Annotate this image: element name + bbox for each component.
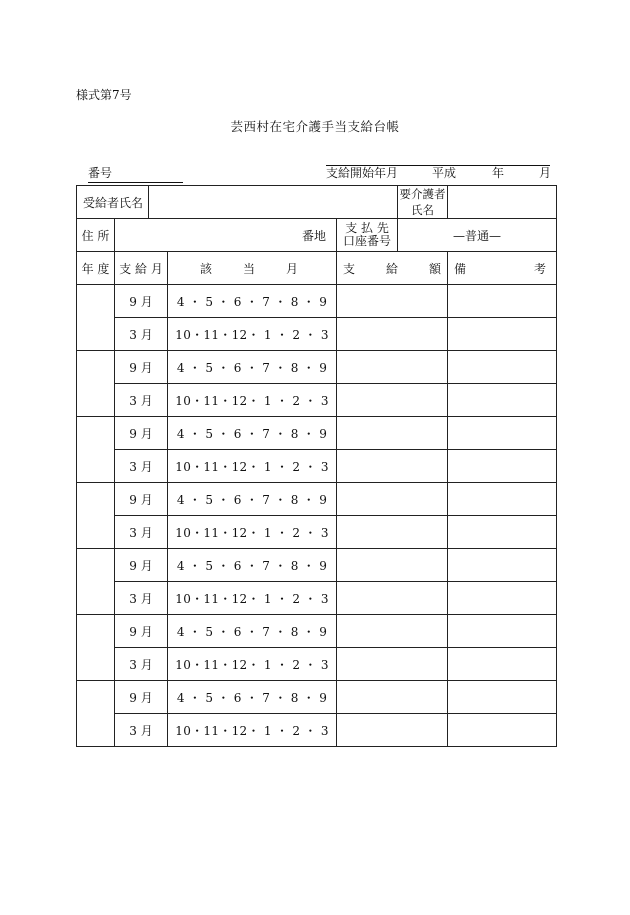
amount-cell[interactable] [337,417,448,450]
remarks-cell[interactable] [448,285,557,318]
address-input[interactable] [115,219,337,252]
table-row [77,615,557,648]
table-row [77,351,557,384]
number-label: 番号 [88,166,113,180]
amount-cell[interactable] [337,681,448,714]
payment-month-cell: 3 月 [115,714,168,747]
target-months-cell: 4 ・ 5 ・ 6 ・ 7 ・ 8 ・ 9 [168,615,337,648]
amount-cell[interactable] [337,318,448,351]
form-number: 様式第7号 [76,88,132,102]
table-row [77,450,557,483]
amount-cell[interactable] [337,648,448,681]
col-payment-month: 支 給 月 [115,252,168,285]
amount-cell[interactable] [337,714,448,747]
target-months-cell: 10・11・12・ 1 ・ 2 ・ 3 [168,450,337,483]
table-row [77,384,557,417]
table-row [77,318,557,351]
remarks-cell[interactable] [448,351,557,384]
payment-month-cell: 3 月 [115,450,168,483]
fiscal-year-cell[interactable] [77,681,115,747]
col-amount [337,252,448,285]
target-months-cell: 10・11・12・ 1 ・ 2 ・ 3 [168,318,337,351]
remarks-cell[interactable] [448,615,557,648]
payment-month-cell: 3 月 [115,318,168,351]
table-row [77,648,557,681]
payment-month-cell: 9 月 [115,549,168,582]
fiscal-year-cell[interactable] [77,483,115,549]
amount-cell[interactable] [337,549,448,582]
payment-month-cell: 9 月 [115,285,168,318]
payment-start-label: 支給開始年月 [326,166,399,180]
amount-cell[interactable] [337,582,448,615]
remarks-cell[interactable] [448,516,557,549]
payment-month-cell: 3 月 [115,516,168,549]
address-label: 住 所 [77,219,115,252]
col-remarks-char-2: 考 [534,261,547,276]
care-recipient-name-input[interactable] [448,186,557,219]
fiscal-year-cell[interactable] [77,285,115,351]
target-months-cell: 4 ・ 5 ・ 6 ・ 7 ・ 8 ・ 9 [168,285,337,318]
payment-month-cell: 9 月 [115,483,168,516]
address-suffix: 番地 [302,228,327,243]
payment-month-cell: 9 月 [115,351,168,384]
recipient-name-input[interactable] [149,186,398,219]
year-unit: 年 [492,166,505,180]
fiscal-year-cell[interactable] [77,549,115,615]
col-target-char-2: 当 [243,261,256,276]
col-target-char-1: 該 [200,261,213,276]
payment-month-cell: 9 月 [115,615,168,648]
payment-month-cell: 3 月 [115,582,168,615]
number-field[interactable] [88,164,183,183]
target-months-cell: 10・11・12・ 1 ・ 2 ・ 3 [168,384,337,417]
target-months-cell: 4 ・ 5 ・ 6 ・ 7 ・ 8 ・ 9 [168,681,337,714]
target-months-cell: 10・11・12・ 1 ・ 2 ・ 3 [168,714,337,747]
remarks-cell[interactable] [448,681,557,714]
table-row [77,516,557,549]
era-label: 平成 [432,166,457,180]
col-amount-char-2: 給 [386,261,399,276]
table-row [77,582,557,615]
recipient-name-label: 受給者氏名 [77,186,149,219]
table-row [77,549,557,582]
remarks-cell[interactable] [448,483,557,516]
target-months-cell: 10・11・12・ 1 ・ 2 ・ 3 [168,648,337,681]
payment-month-cell: 3 月 [115,648,168,681]
payment-month-cell: 3 月 [115,384,168,417]
account-type[interactable]: —普通— [398,219,557,252]
payment-month-cell: 9 月 [115,417,168,450]
table-row [77,285,557,318]
col-target-months [168,252,337,285]
col-remarks-char-1: 備 [454,261,467,276]
col-target-char-3: 月 [285,261,298,276]
fiscal-year-cell[interactable] [77,351,115,417]
target-months-cell: 4 ・ 5 ・ 6 ・ 7 ・ 8 ・ 9 [168,351,337,384]
remarks-cell[interactable] [448,549,557,582]
target-months-cell: 4 ・ 5 ・ 6 ・ 7 ・ 8 ・ 9 [168,549,337,582]
col-fiscal-year: 年 度 [77,252,115,285]
remarks-cell[interactable] [448,384,557,417]
table-row [77,681,557,714]
payee-label [337,219,398,252]
col-remarks [448,252,557,285]
amount-cell[interactable] [337,285,448,318]
target-months-cell: 10・11・12・ 1 ・ 2 ・ 3 [168,582,337,615]
ledger-table [76,185,557,747]
table-row [77,417,557,450]
remarks-cell[interactable] [448,450,557,483]
col-amount-char-1: 支 [343,261,356,276]
fiscal-year-cell[interactable] [77,615,115,681]
month-unit: 月 [539,166,552,180]
remarks-cell[interactable] [448,417,557,450]
amount-cell[interactable] [337,450,448,483]
amount-cell[interactable] [337,615,448,648]
target-months-cell: 4 ・ 5 ・ 6 ・ 7 ・ 8 ・ 9 [168,483,337,516]
amount-cell[interactable] [337,483,448,516]
amount-cell[interactable] [337,384,448,417]
address-row [77,219,557,252]
remarks-cell[interactable] [448,648,557,681]
amount-cell[interactable] [337,351,448,384]
payee-label-line2: 口座番号 [343,234,392,248]
target-months-cell: 10・11・12・ 1 ・ 2 ・ 3 [168,516,337,549]
fiscal-year-cell[interactable] [77,417,115,483]
table-row [77,483,557,516]
table-row [77,714,557,747]
page-title: 芸西村在宅介護手当支給台帳 [230,119,400,134]
recipient-row [77,186,557,219]
payee-label-line1: 支 払 先 [345,221,389,235]
col-amount-char-3: 額 [429,261,442,276]
remarks-cell[interactable] [448,714,557,747]
remarks-cell[interactable] [448,318,557,351]
amount-cell[interactable] [337,516,448,549]
payment-month-cell: 9 月 [115,681,168,714]
care-recipient-name-label: 要介護者氏名 [399,187,446,217]
column-header-row [77,252,557,285]
target-months-cell: 4 ・ 5 ・ 6 ・ 7 ・ 8 ・ 9 [168,417,337,450]
remarks-cell[interactable] [448,582,557,615]
payment-start-field[interactable] [326,164,552,180]
